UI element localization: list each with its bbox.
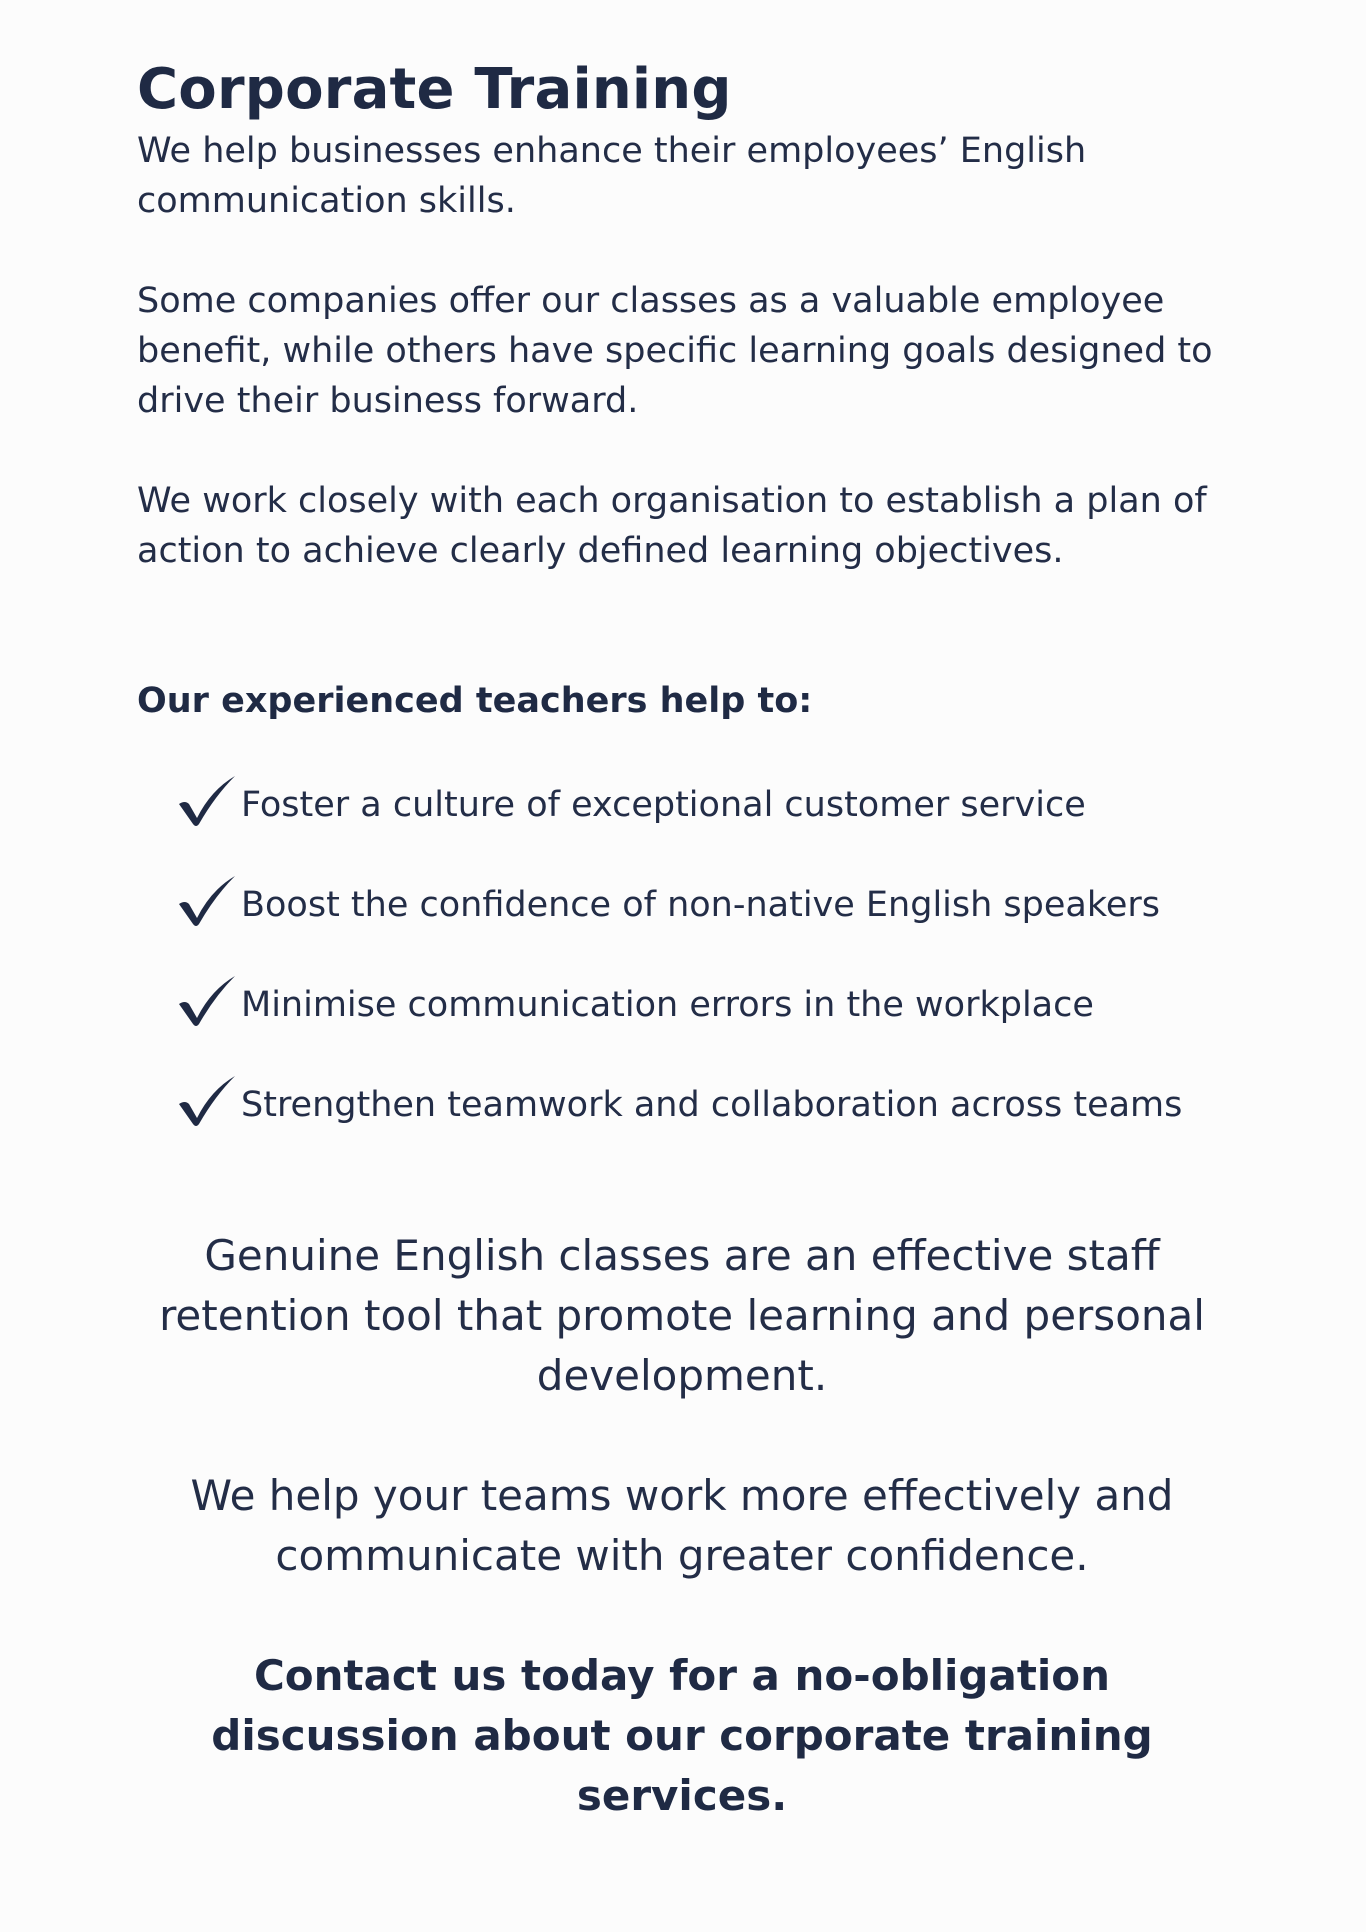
benefit-text: Foster a culture of exceptional customer service	[241, 785, 1086, 825]
benefit-item	[175, 755, 1227, 855]
checkmark-icon	[175, 1072, 239, 1130]
intro-paragraph-3: We work closely with each organisation to establish a plan of action to achieve clearly defined learning objectives.	[137, 481, 1207, 571]
benefit-text: Minimise communication errors in the workplace	[241, 985, 1094, 1025]
benefit-item	[175, 1055, 1227, 1155]
call-to-action	[137, 1646, 1227, 1826]
corporate-training-page	[137, 54, 1227, 1155]
benefit-text: Boost the confidence of non-native English speakers	[241, 885, 1161, 925]
benefit-item	[175, 955, 1227, 1055]
benefit-text: Strengthen teamwork and collaboration across teams	[241, 1085, 1183, 1125]
benefits-list	[175, 755, 1227, 1155]
page-title: Corporate Training	[137, 57, 732, 122]
intro-paragraph-1: We help businesses enhance their employees’ English communication skills.	[137, 131, 1087, 221]
checkmark-icon	[175, 872, 239, 930]
checkmark-icon	[175, 972, 239, 1030]
checkmark-icon	[175, 772, 239, 830]
benefit-item	[175, 855, 1227, 955]
retention-statement: Genuine English classes are an effective staff retention tool that promote learning and personal development.	[159, 1231, 1205, 1400]
confidence-statement: We help your teams work more effectively and communicate with greater confidence.	[190, 1471, 1174, 1580]
value-statements	[137, 1226, 1227, 1586]
benefits-heading: Our experienced teachers help to:	[137, 681, 813, 721]
call-to-action-text: Contact us today for a no-obligation discussion about our corporate training services.	[211, 1651, 1153, 1820]
intro-paragraph-2: Some companies offer our classes as a valuable employee benefit, while others have specific learning goals designed to drive their business forward.	[137, 281, 1213, 421]
